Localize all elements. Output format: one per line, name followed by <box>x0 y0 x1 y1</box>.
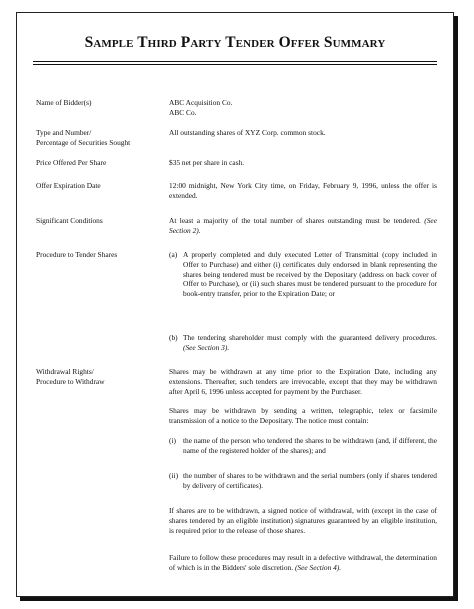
value-expiration: 12:00 midnight, New York City time, on Friday, February 9, 1996, unless the offer is extended. <box>169 181 437 200</box>
procedure-b-body <box>183 333 437 353</box>
conditions-ref: (See Section 2). <box>169 216 437 235</box>
procedure-b-text: The tendering shareholder must comply with the guaranteed delivery procedures. <box>183 333 437 342</box>
withdrawal-paragraph-4 <box>169 553 437 573</box>
withdrawal-item-ii <box>169 471 437 491</box>
label-price: Price Offered Per Share <box>36 158 107 167</box>
withdrawal-item-i <box>169 436 437 456</box>
procedure-a-marker: (a) <box>169 250 178 259</box>
bidder-1: ABC Acquisition Co. <box>169 98 233 107</box>
document-page <box>16 12 454 597</box>
withdrawal-paragraph-3: If shares are to be withdrawn, a signed notice of withdrawal, with (except in the case of shares tendered by an eligible institution) signatures guaranteed by an eligible institution, is required prior to the release of those shares. <box>169 506 437 535</box>
withdrawal-ii-marker: (ii) <box>169 471 179 480</box>
value-securities: All outstanding shares of XYZ Corp. common stock. <box>169 128 326 137</box>
label-securities-line-2: Percentage of Securities Sought <box>36 137 131 147</box>
label-withdrawal <box>36 367 166 387</box>
label-bidders: Name of Bidder(s) <box>36 98 92 107</box>
label-securities-line-1: Type and Number/ <box>36 128 92 137</box>
label-conditions: Significant Conditions <box>36 216 103 225</box>
title-rule-bottom <box>33 64 437 65</box>
procedure-item-a <box>169 250 437 299</box>
label-withdrawal-line-1: Withdrawal Rights/ <box>36 367 94 376</box>
procedure-a-text: A properly completed and duly executed Letter of Transmittal (copy included in Offer to Purchase) and either (i) certificates duly endorsed in blank representing the shares being tendered must be received by the Depositary (address on back cover of Offer to Purchase), or (ii) such shares must be tendered pursuant to the procedure for book-entry transfer, prior to the Expiration Date; or <box>183 250 437 299</box>
withdrawal-i-marker: (i) <box>169 436 176 445</box>
procedure-b-ref: (See Section 3). <box>183 342 230 352</box>
withdrawal-ii-text: the number of shares to be withdrawn and the serial numbers (only if shares tendered by delivery of certificates). <box>183 471 437 490</box>
withdrawal-paragraph-1: Shares may be withdrawn at any time prior to the Expiration Date, including any extensions. Thereafter, such tenders are irrevocable, except that they may be withdrawn after April 6, 1996 unless accepted for payment by the Purchaser. <box>169 367 437 396</box>
value-price: $35 net per share in cash. <box>169 158 245 167</box>
label-withdrawal-line-2: Procedure to Withdraw <box>36 376 105 386</box>
value-bidders <box>169 98 437 118</box>
conditions-text: At least a majority of the total number of shares outstanding must be tendered. <box>169 216 421 225</box>
procedure-b-marker: (b) <box>169 333 178 342</box>
withdrawal-i-text: the name of the person who tendered the shares to be withdrawn (and, if different, the name of the registered holder of the shares); and <box>183 436 437 455</box>
withdrawal-p4-ref: (See Section 4). <box>294 562 342 572</box>
title-rule-top <box>33 61 437 62</box>
document-title: Sample Third Party Tender Offer Summary <box>84 34 386 51</box>
value-conditions <box>169 216 437 236</box>
procedure-item-b <box>169 333 437 353</box>
withdrawal-paragraph-2: Shares may be withdrawn by sending a written, telegraphic, telex or facsimile transmission of a notice to the Depositary. The notice must contain: <box>169 406 437 425</box>
label-securities <box>36 128 166 148</box>
bidder-2: ABC Co. <box>169 107 197 117</box>
label-procedure: Procedure to Tender Shares <box>36 250 118 259</box>
label-expiration: Offer Expiration Date <box>36 181 101 190</box>
withdrawal-p4-text: Failure to follow these procedures may result in a defective withdrawal, the determination of which is in the Bidders' sole discretion. <box>169 553 437 572</box>
